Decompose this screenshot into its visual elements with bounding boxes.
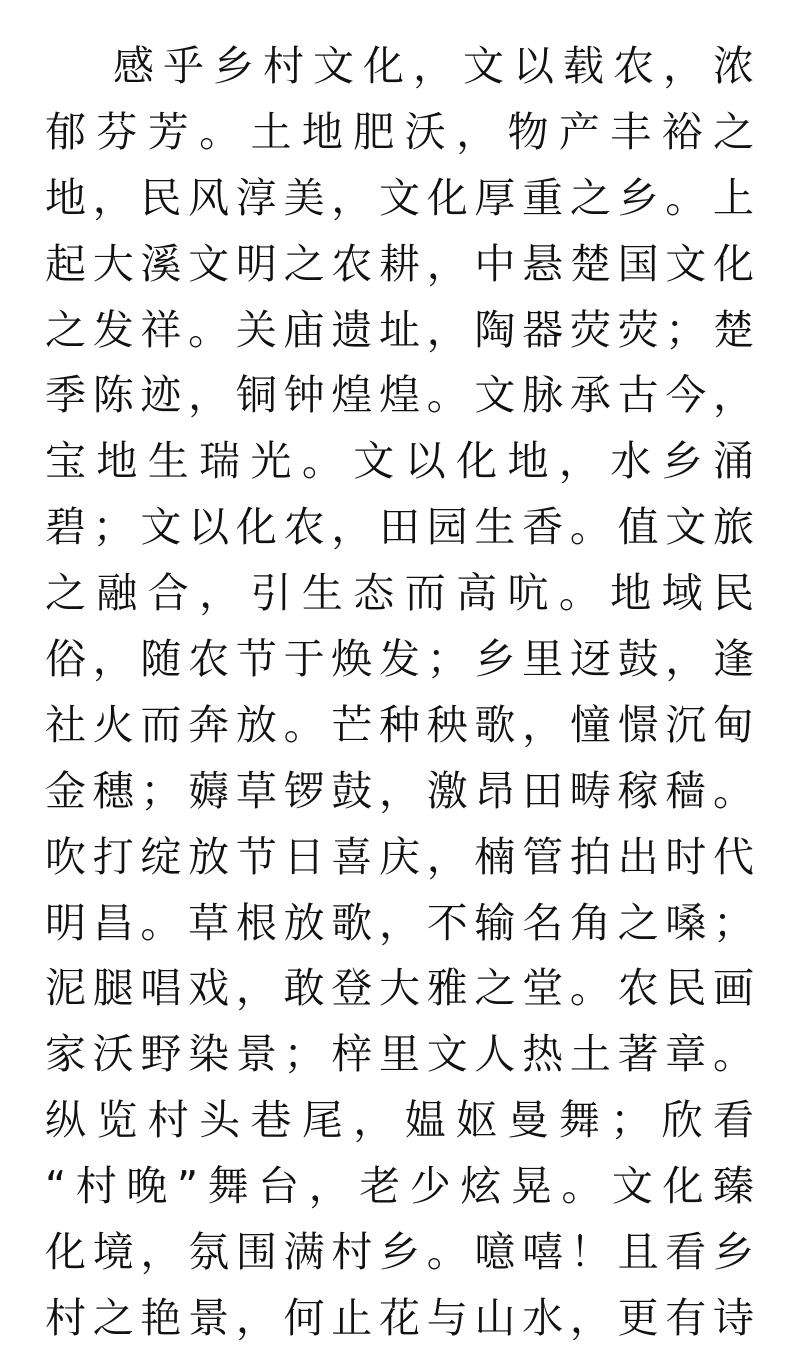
text-line-20: 村之艳景，何止花与山水，更有诗 <box>45 1293 755 1342</box>
text-line-14: 明昌。草根放歌，不输名角之嗓； <box>45 898 755 947</box>
text-line-13: 吹打绽放节日喜庆，楠管拍出时代 <box>45 832 755 881</box>
text-line-18: “村晚”舞台，老少炫晃。文化臻 <box>45 1162 755 1211</box>
text-line-19: 化境，氛围满村乡。噫嘻！且看乡 <box>45 1228 755 1277</box>
text-line-2: 郁芬芳。土地肥沃，物产丰裕之 <box>45 107 755 156</box>
text-line-8: 碧；文以化农，田园生香。值文旅 <box>45 503 755 552</box>
text-line-1: 感乎乡村文化，文以载农，浓 <box>113 42 755 90</box>
text-line-17: 纵览村头巷尾，媪妪曼舞；欣看 <box>45 1096 755 1145</box>
text-line-9: 之融合，引生态而高吭。地域民 <box>45 569 755 618</box>
text-line-7: 宝地生瑞光。文以化地，水乡涌 <box>45 437 755 486</box>
text-line-16: 家沃野染景；梓里文人热土著章。 <box>45 1030 755 1079</box>
text-line-5: 之发祥。关庙遗址，陶器荧荧；楚 <box>45 305 755 354</box>
text-line-10: 俗，随农节于焕发；乡里迓鼓，逢 <box>45 635 755 684</box>
text-line-12: 金穗；薅草锣鼓，激昂田畴稼穑。 <box>45 766 755 815</box>
text-line-6: 季陈迹，铜钟煌煌。文脉承古今， <box>45 371 755 420</box>
text-line-15: 泥腿唱戏，敢登大雅之堂。农民画 <box>45 964 755 1013</box>
text-line-4: 起大溪文明之农耕，中悬楚国文化 <box>45 239 755 288</box>
text-line-11: 社火而奔放。芒种秧歌，憧憬沉甸 <box>45 700 755 749</box>
text-line-3: 地，民风淳美，文化厚重之乡。上 <box>45 173 755 222</box>
article-body <box>45 34 755 1352</box>
